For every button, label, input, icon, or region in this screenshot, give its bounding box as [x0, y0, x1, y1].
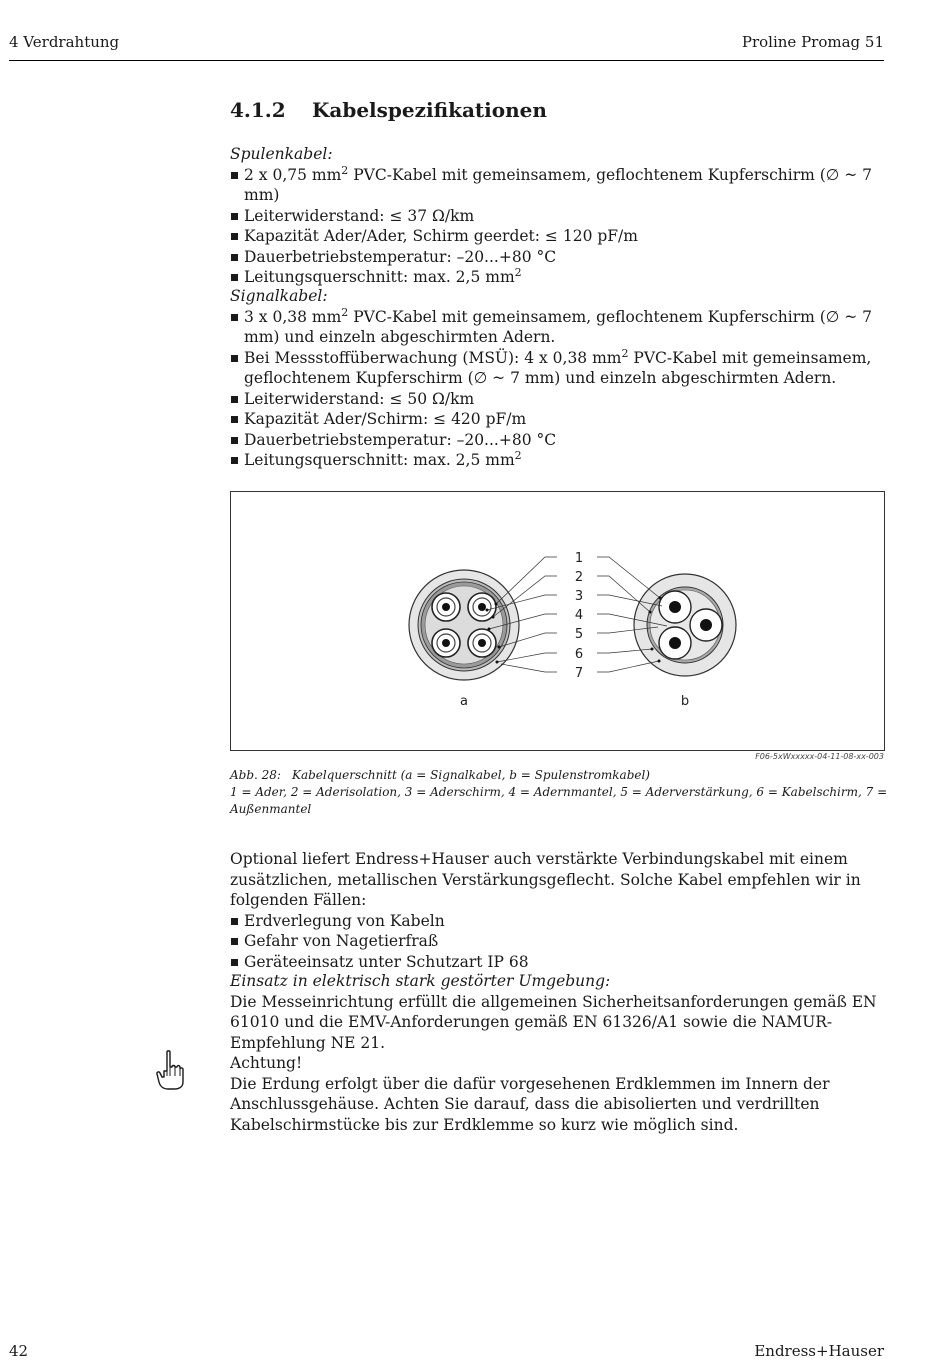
emc-text: Die Messeinrichtung erfüllt die allgemeinen Sicherheitsanforderungen gemäß EN 61010 und die EMV-Anforderungen gemäß EN 61326/A1 sowie die NAMUR-Empfehlung NE 21.: [230, 992, 877, 1052]
callout-6: 6: [574, 647, 584, 662]
list-item: Geräteeinsatz unter Schutzart IP 68: [230, 952, 890, 973]
list-item: Leitungsquerschnitt: max. 2,5 $mm^2$: [230, 450, 890, 471]
caption-title: Kabelquerschnitt (a = Signalkabel, b = Spulenstromkabel): [292, 768, 650, 782]
caption-label: Abb. 28:: [230, 768, 281, 782]
coil-cable-heading: Spulenkabel:: [230, 145, 333, 163]
list-item: Gefahr von Nagetierfraß: [230, 931, 890, 952]
list-item: 2 x 0,75 $mm^2$ PVC-Kabel mit gemeinsamem, geflochtenem Kupferschirm (∅ ~ 7 mm): [230, 165, 890, 206]
list-item: Kapazität Ader/Ader, Schirm geerdet: ≤ 120 pF/m: [230, 226, 890, 247]
signal-cable-block: [230, 286, 890, 471]
list-item: Bei Messstoffüberwachung (MSÜ): 4 x 0,38 $mm^2$ PVC-Kabel mit gemeinsamem, geflochtenem Kupferschirm (∅ ~ 7 mm) und einzeln abgeschirmten Adern.: [230, 348, 890, 389]
header-product: Proline Promag 51: [741, 33, 884, 51]
page-number: 42: [9, 1342, 29, 1360]
cable-cross-section-figure: [230, 491, 885, 751]
list-item: 3 x 0,38 $mm^2$ PVC-Kabel mit gemeinsamem, geflochtenem Kupferschirm (∅ ~ 7 mm) und einzeln abgeschirmten Adern.: [230, 307, 890, 348]
signal-cable-cross-section: [409, 570, 519, 680]
callout-7: 7: [574, 666, 584, 681]
section-title: [230, 98, 547, 122]
figure-code: F06-5xWxxxxx-04-11-08-xx-003: [755, 752, 884, 761]
label-a: a: [460, 694, 468, 709]
signal-cable-list: [230, 307, 890, 471]
callout-4: 4: [574, 608, 584, 623]
signal-cable-heading: Signalkabel:: [230, 287, 328, 305]
section-title-text: Kabelspezifikationen: [312, 98, 547, 122]
caution-block: [230, 1053, 890, 1135]
cable-cross-section-drawing: [231, 492, 884, 750]
list-item: Dauerbetriebstemperatur: –20...+80 °C: [230, 247, 890, 268]
callout-1: 1: [574, 551, 584, 566]
figure-caption: [230, 767, 890, 818]
list-item: Leiterwiderstand: ≤ 50 Ω/km: [230, 389, 890, 410]
callout-5: 5: [574, 627, 584, 642]
list-item: Dauerbetriebstemperatur: –20...+80 °C: [230, 430, 890, 451]
header-section: 4 Verdrahtung: [9, 33, 120, 51]
optional-block: [230, 849, 890, 972]
coil-cable-block: [230, 144, 890, 288]
caption-legend: 1 = Ader, 2 = Aderisolation, 3 = Aderschirm, 4 = Adernmantel, 5 = Aderverstärkung, 6 = Kabelschirm, 7 = Außenmantel: [230, 785, 888, 816]
callout-2: 2: [574, 570, 584, 585]
emc-block: [230, 971, 890, 1053]
list-item: Leiterwiderstand: ≤ 37 Ω/km: [230, 206, 890, 227]
pointing-hand-icon: [155, 1049, 185, 1091]
list-item: Erdverlegung von Kabeln: [230, 911, 890, 932]
optional-intro: Optional liefert Endress+Hauser auch verstärkte Verbindungskabel mit einem zusätzlichen, metallischen Verstärkungsgeflecht. Solche Kabel empfehlen wir in folgenden Fällen:: [230, 850, 861, 909]
list-item: Kapazität Ader/Schirm: ≤ 420 pF/m: [230, 409, 890, 430]
callout-3: 3: [574, 589, 584, 604]
coil-cable-list: [230, 165, 890, 288]
optional-list: [230, 911, 890, 973]
list-item: Leitungsquerschnitt: max. 2,5 $mm^2$: [230, 267, 890, 288]
footer-brand: Endress+Hauser: [754, 1342, 884, 1360]
caution-text: Die Erdung erfolgt über die dafür vorgesehenen Erdklemmen im Innern der Anschlussgehäuse. Achten Sie darauf, dass die abisolierten und verdrillten Kabelschirmstücke bis zur Erdklemme so kurz wie möglich sind.: [230, 1074, 830, 1134]
caution-heading: Achtung!: [230, 1054, 303, 1072]
emc-heading: Einsatz in elektrisch stark gestörter Umgebung:: [230, 972, 611, 990]
label-b: b: [680, 694, 690, 709]
header-rule: [9, 60, 884, 61]
section-number: 4.1.2: [230, 98, 286, 122]
